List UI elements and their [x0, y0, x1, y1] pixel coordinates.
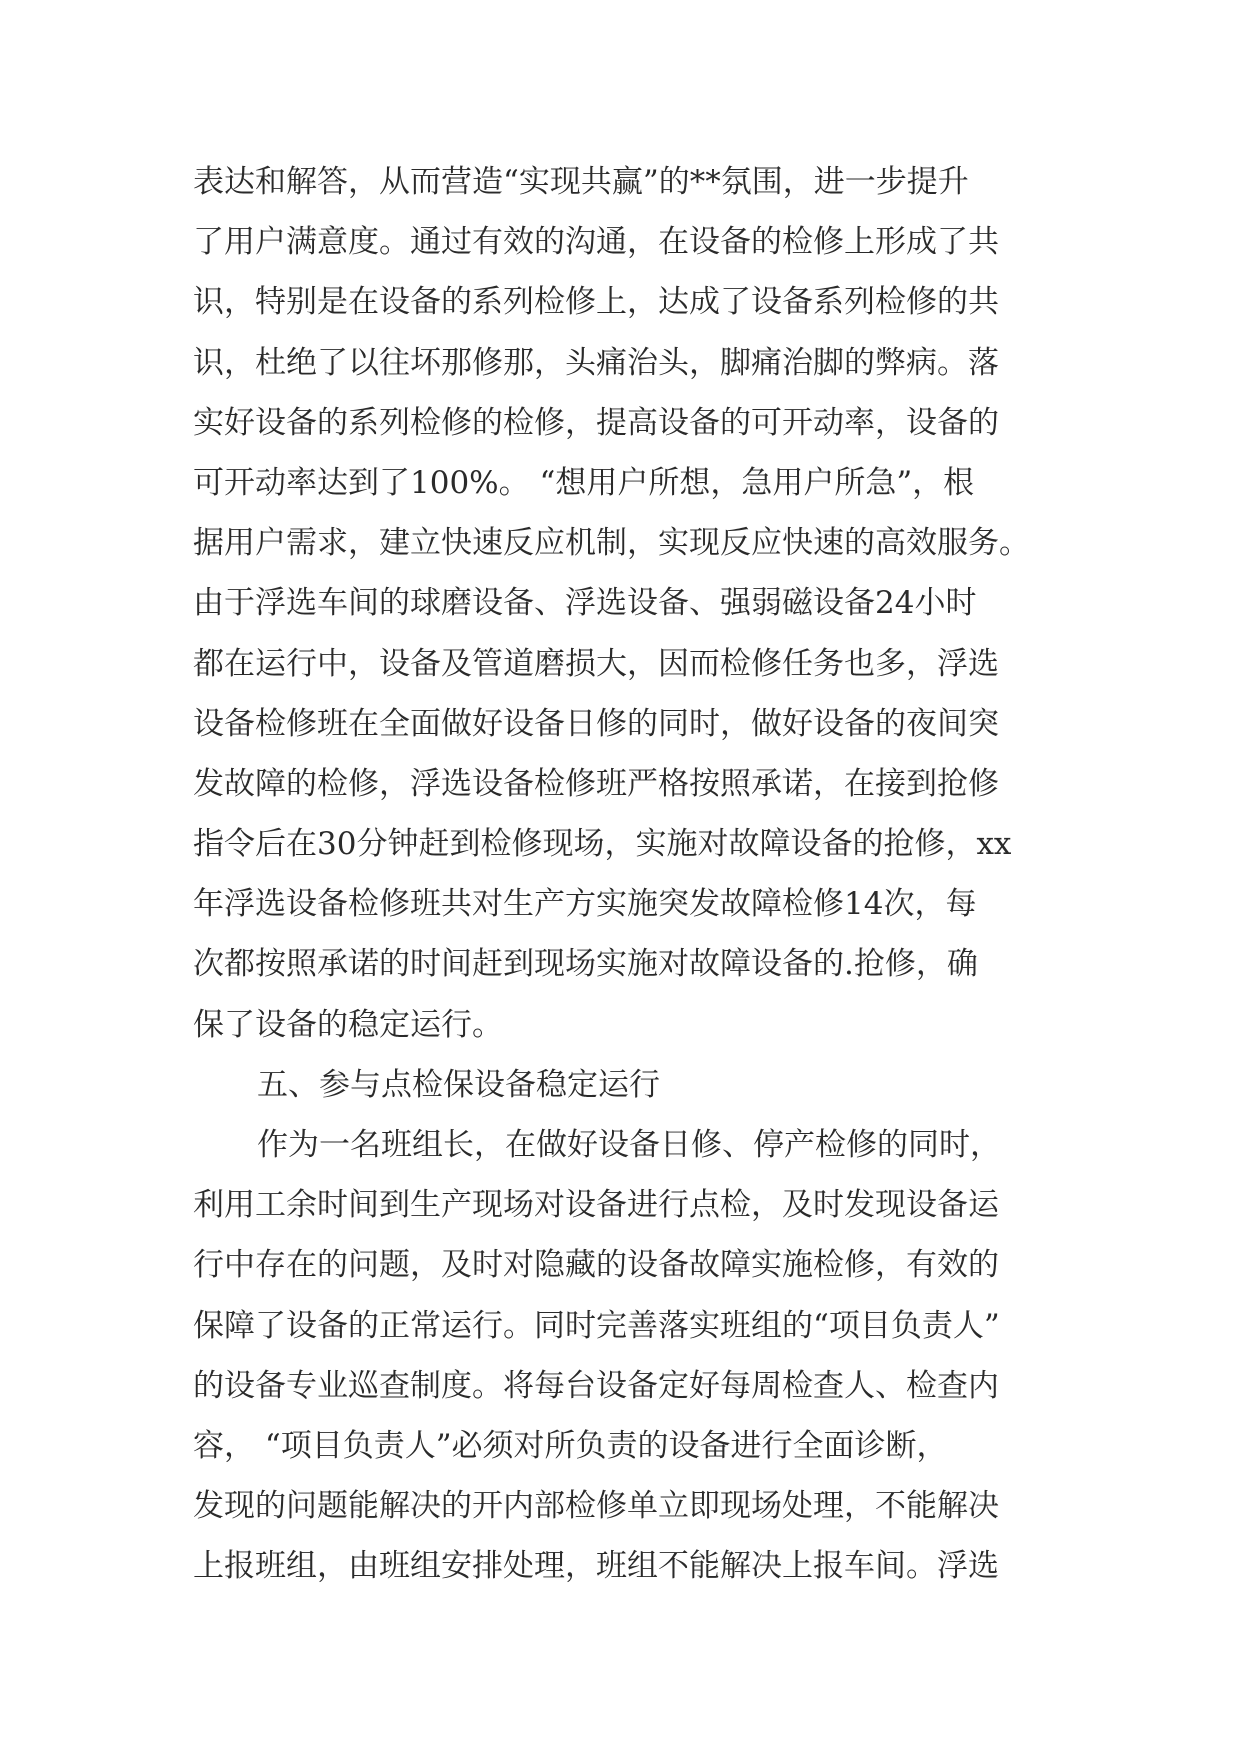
body-line-3: 识，特别是在设备的系列检修上，达成了设备系列检修的共: [193, 284, 999, 321]
section-heading: 五、参与点检保设备稳定运行: [257, 1066, 660, 1103]
body-line-6: 可开动率达到了100%。 “想用户所想，急用户所急”，根: [193, 464, 975, 501]
body-line-18: 利用工余时间到生产现场对设备进行点检，及时发现设备运: [193, 1187, 999, 1224]
body-line-24: 上报班组，由班组安排处理，班组不能解决上报车间。浮选: [193, 1548, 999, 1585]
body-line-14: 次都按照承诺的时间赶到现场实施对故障设备的.抢修，确: [193, 946, 978, 983]
body-line-11: 发故障的检修，浮选设备检修班严格按照承诺，在接到抢修: [193, 765, 999, 802]
body-line-23: 发现的问题能解决的开内部检修单立即现场处理，不能解决: [193, 1488, 999, 1525]
body-line-8: 由于浮选车间的球磨设备、浮选设备、强弱磁设备24小时: [193, 585, 977, 622]
body-line-5: 实好设备的系列检修的检修，提高设备的可开动率，设备的: [193, 404, 999, 441]
body-line-17: 作为一名班组长，在做好设备日修、停产检修的同时，: [257, 1127, 1001, 1163]
body-line-22: 容， “项目负责人”必须对所负责的设备进行全面诊断，: [193, 1427, 948, 1464]
body-line-20: 保障了设备的正常运行。同时完善落实班组的“项目负责人”: [193, 1307, 1000, 1344]
body-line-19: 行中存在的问题，及时对隐藏的设备故障实施检修，有效的: [193, 1247, 999, 1284]
body-line-15: 保了设备的稳定运行。: [193, 1006, 503, 1043]
body-line-13: 年浮选设备检修班共对生产方实施突发故障检修14次，每: [193, 886, 977, 923]
body-line-10: 设备检修班在全面做好设备日修的同时，做好设备的夜间突: [193, 705, 999, 742]
body-line-4: 识，杜绝了以往坏那修那，头痛治头，脚痛治脚的弊病。落: [193, 344, 999, 381]
document-body: [193, 152, 1053, 1597]
body-line-12: 指令后在30分钟赶到检修现场，实施对故障设备的抢修，xx: [193, 826, 1012, 863]
body-line-7: 据用户需求，建立快速反应机制，实现反应快速的高效服务。: [193, 525, 1030, 562]
body-line-1: 表达和解答，从而营造“实现共赢”的**氛围，进一步提升: [193, 164, 969, 200]
body-line-21: 的设备专业巡查制度。将每台设备定好每周检查人、检查内: [193, 1367, 999, 1404]
body-line-2: 了用户满意度。通过有效的沟通，在设备的检修上形成了共: [193, 224, 999, 261]
body-line-9: 都在运行中，设备及管道磨损大，因而检修任务也多，浮选: [193, 645, 999, 682]
